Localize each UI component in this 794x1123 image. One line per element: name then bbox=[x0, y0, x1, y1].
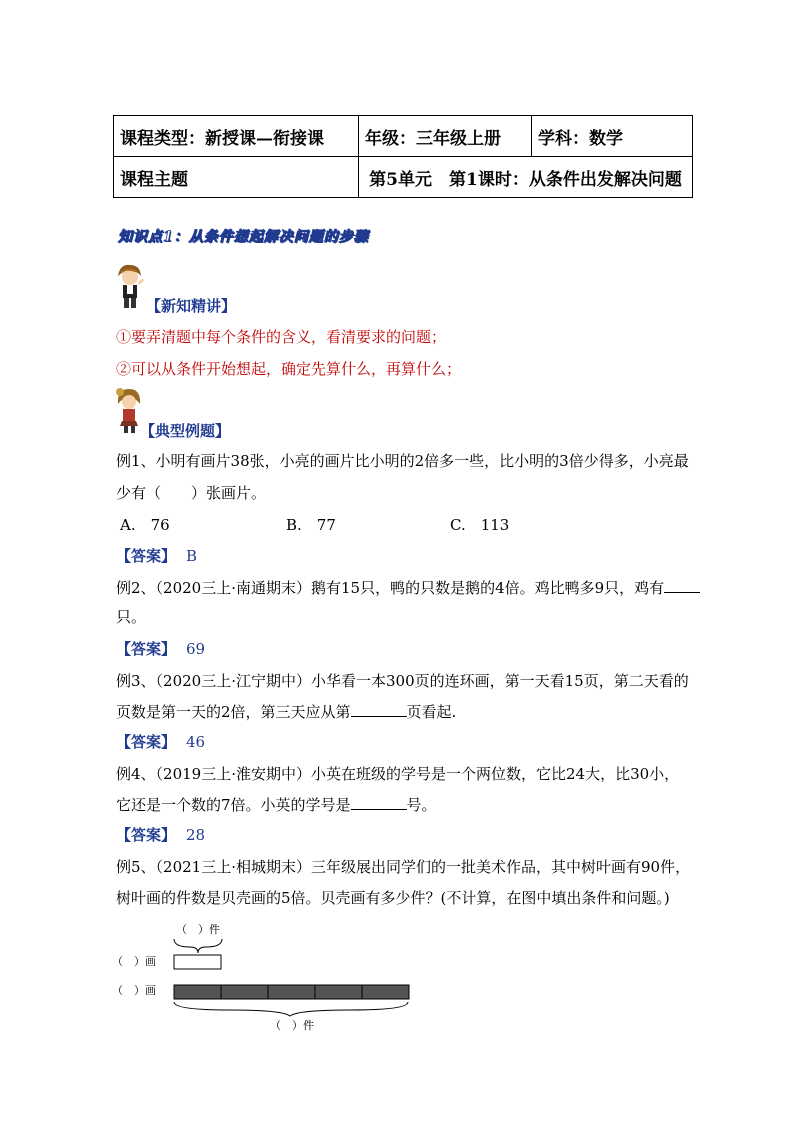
answer-label: 【答案】 bbox=[116, 826, 177, 844]
answer-label: 【答案】 bbox=[116, 733, 177, 751]
example-2-line-1 bbox=[116, 577, 700, 598]
example-2-line-2: 只。 bbox=[116, 608, 147, 626]
example-5-line-2: 树叶画的件数是贝壳画的5倍。贝壳画有多少件？(不计算，在图中填出条件和问题。) bbox=[116, 889, 670, 907]
row-2-segment bbox=[315, 985, 362, 999]
example-3-text: 页数是第一天的2倍，第三天应从第 bbox=[116, 703, 351, 721]
example-3-line-1: 例3、（2020三上·江宁期中）小华看一本300页的连环画，第一天看15页，第二天看的 bbox=[116, 672, 689, 690]
answer-blank bbox=[351, 702, 407, 717]
row-2-segment bbox=[362, 985, 409, 999]
example-4-answer bbox=[116, 824, 205, 845]
grade-cell: 年级：三年级上册 bbox=[359, 116, 532, 157]
subject-cell: 学科：数学 bbox=[532, 116, 693, 157]
top-brace bbox=[174, 939, 222, 953]
examples-title: 【典型例题】 bbox=[140, 422, 231, 440]
diagram-row-1-label: （ ）画 bbox=[112, 955, 156, 968]
example-3-answer bbox=[116, 731, 205, 752]
row-2-segment bbox=[221, 985, 268, 999]
topic-label-cell: 课程主题 bbox=[114, 157, 359, 198]
example-1-line-2: 少有（ ）张画片。 bbox=[116, 484, 267, 502]
diagram-bottom-label: （ ）件 bbox=[270, 1019, 314, 1032]
example-1-option-a: A. 76 bbox=[120, 516, 170, 534]
bottom-brace bbox=[174, 1002, 408, 1016]
cartoon-boy-icon bbox=[112, 262, 146, 310]
row-1-segment bbox=[174, 955, 221, 969]
line-segment-diagram bbox=[110, 915, 430, 1035]
example-1-line-1: 例1、小明有画片38张，小亮的画片比小明的2倍多一些，比小明的3倍少得多，小亮最 bbox=[116, 452, 689, 470]
answer-label: 【答案】 bbox=[116, 547, 177, 565]
new-knowledge-point-2: ②可以从条件开始想起，确定先算什么，再算什么； bbox=[116, 360, 462, 378]
example-3-line-2 bbox=[116, 701, 456, 722]
diagram-row-2-label: （ ）画 bbox=[112, 984, 156, 997]
example-2-text: 例2、（2020三上·南通期末）鹅有15只，鸭的只数是鹅的4倍。鸡比鸭多9只，鸡有 bbox=[116, 579, 665, 597]
example-3-text-end: 页看起. bbox=[406, 703, 457, 721]
knowledge-point-heading: 知识点1：从条件想起解决问题的步骤 bbox=[118, 229, 369, 245]
answer-value: 46 bbox=[186, 733, 206, 751]
topic-cell: 第5单元 第1课时：从条件出发解决问题 bbox=[359, 157, 693, 198]
example-4-text-end: 号。 bbox=[406, 796, 437, 814]
answer-blank bbox=[351, 795, 407, 810]
example-4-line-2 bbox=[116, 794, 437, 815]
answer-value: 69 bbox=[186, 640, 206, 658]
new-knowledge-title: 【新知精讲】 bbox=[146, 297, 237, 315]
example-1-answer bbox=[116, 545, 197, 566]
example-1-option-c: C. 113 bbox=[450, 516, 510, 534]
example-4-line-1: 例4、（2019三上·淮安期中）小英在班级的学号是一个两位数，它比24大，比30小， bbox=[116, 765, 680, 783]
answer-label: 【答案】 bbox=[116, 640, 177, 658]
example-2-answer bbox=[116, 638, 205, 659]
new-knowledge-point-1: ①要弄清题中每个条件的含义，看清要求的问题； bbox=[116, 328, 447, 346]
course-type-cell: 课程类型：新授课—衔接课 bbox=[114, 116, 359, 157]
example-1-option-b: B. 77 bbox=[286, 516, 336, 534]
answer-value: B bbox=[186, 547, 198, 565]
row-2-segments bbox=[174, 985, 409, 999]
answer-blank bbox=[664, 578, 700, 593]
row-2-segment bbox=[268, 985, 315, 999]
example-4-text: 它还是一个数的7倍。小英的学号是 bbox=[116, 796, 351, 814]
diagram-top-label: （ ）件 bbox=[176, 923, 220, 936]
row-2-segment bbox=[174, 985, 221, 999]
example-5-line-1: 例5、（2021三上·相城期末）三年级展出同学们的一批美术作品，其中树叶画有90件， bbox=[116, 858, 691, 876]
course-header-table bbox=[113, 115, 693, 198]
answer-value: 28 bbox=[186, 826, 206, 844]
